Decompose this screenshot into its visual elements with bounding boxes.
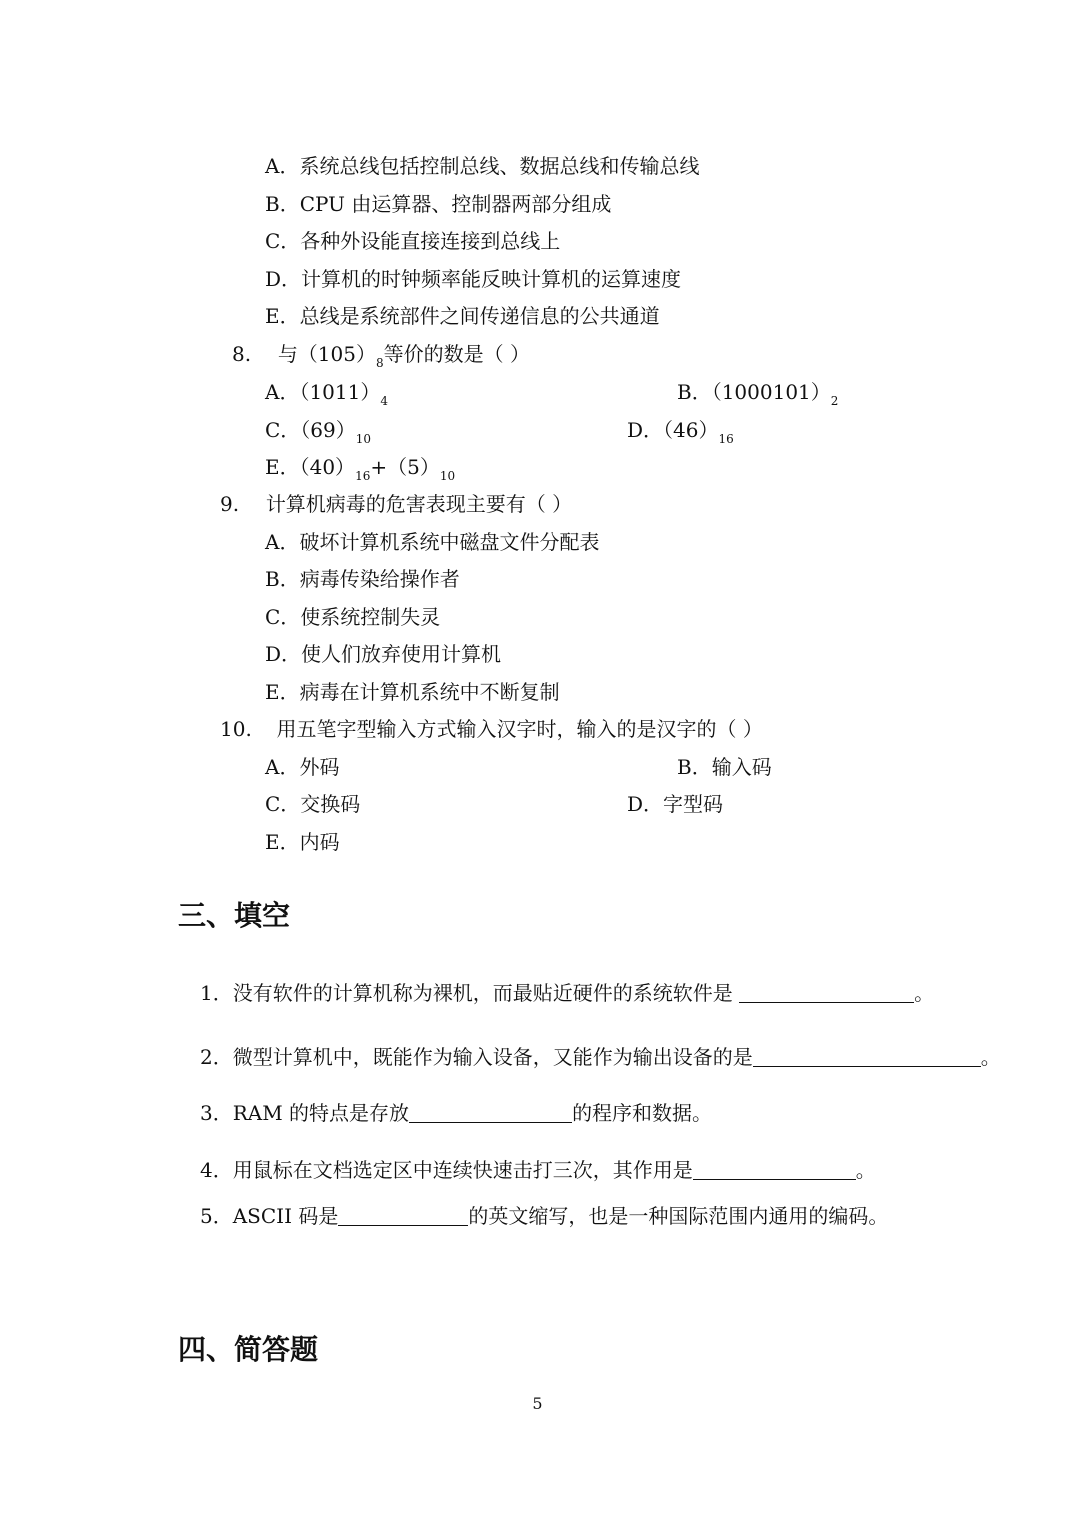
q8-option-b: B．$(1000101)_2$ xyxy=(677,380,839,408)
q8-stem: 8. 与$(105)_8$等价的数是（ ） xyxy=(232,342,530,370)
q8-option-d: D．$(46)_{16}$ xyxy=(627,418,734,446)
q9-option-a: A．破坏计算机系统中磁盘文件分配表 xyxy=(265,530,600,554)
q9-option-c: C．使系统控制失灵 xyxy=(265,605,441,629)
q9-option-b: B．病毒传染给操作者 xyxy=(265,567,460,591)
fill-item-2: 2．微型计算机中，既能作为输入设备，又能作为输出设备的是 。 xyxy=(200,1045,1001,1069)
fill-blank-5[interactable] xyxy=(338,1205,468,1226)
fill-blank-2[interactable] xyxy=(753,1046,981,1067)
q7-option-b: B．CPU 由运算器、控制器两部分组成 xyxy=(265,192,612,216)
section-title-fill-blank: 三、填空 xyxy=(178,899,291,932)
fill-item-5: 5．ASCII 码是 的英文缩写，也是一种国际范围内通用的编码。 xyxy=(200,1204,889,1228)
q8-option-c: C．$(69)_{10}$ xyxy=(265,418,372,446)
fill-item-1: 1．没有软件的计算机称为裸机，而最贴近硬件的系统软件是 。 xyxy=(200,981,935,1005)
page-number: 5 xyxy=(532,1394,543,1413)
fill-blank-4[interactable] xyxy=(693,1159,856,1180)
q10-option-c: C．交换码 xyxy=(265,792,361,816)
fill-item-4: 4．用鼠标在文档选定区中连续快速击打三次，其作用是 。 xyxy=(200,1158,876,1182)
q10-option-d: D．字型码 xyxy=(627,792,724,816)
q10-stem: 10. 用五笔字型输入方式输入汉字时，输入的是汉字的（ ） xyxy=(220,717,763,741)
q9-option-d: D．使人们放弃使用计算机 xyxy=(265,642,502,666)
section-title-short-answer: 四、简答题 xyxy=(178,1333,319,1366)
q8-option-a: A．$(1011)_4$ xyxy=(265,380,388,408)
q9-stem: 9. 计算机病毒的危害表现主要有（ ） xyxy=(220,492,573,516)
q7-option-c: C．各种外设能直接连接到总线上 xyxy=(265,229,561,253)
fill-item-3: 3．RAM 的特点是存放 的程序和数据。 xyxy=(200,1101,713,1125)
fill-blank-1[interactable] xyxy=(739,982,914,1003)
q10-option-a: A．外码 xyxy=(265,755,340,779)
q10-option-e: E．内码 xyxy=(265,830,340,854)
q8-option-e: E．$(40)_{16}+(5)_{10}$ xyxy=(265,455,456,483)
q10-option-b: B．输入码 xyxy=(677,755,772,779)
q9-option-e: E．病毒在计算机系统中不断复制 xyxy=(265,680,560,704)
fill-blank-3[interactable] xyxy=(409,1102,572,1123)
q10-number: 10. xyxy=(220,717,252,741)
q8-number: 8. xyxy=(232,342,252,366)
q7-option-e: E．总线是系统部件之间传递信息的公共通道 xyxy=(265,304,660,328)
q7-option-a: A．系统总线包括控制总线、数据总线和传输总线 xyxy=(265,154,700,178)
q7-option-d: D．计算机的时钟频率能反映计算机的运算速度 xyxy=(265,267,682,291)
q9-number: 9. xyxy=(220,492,240,516)
